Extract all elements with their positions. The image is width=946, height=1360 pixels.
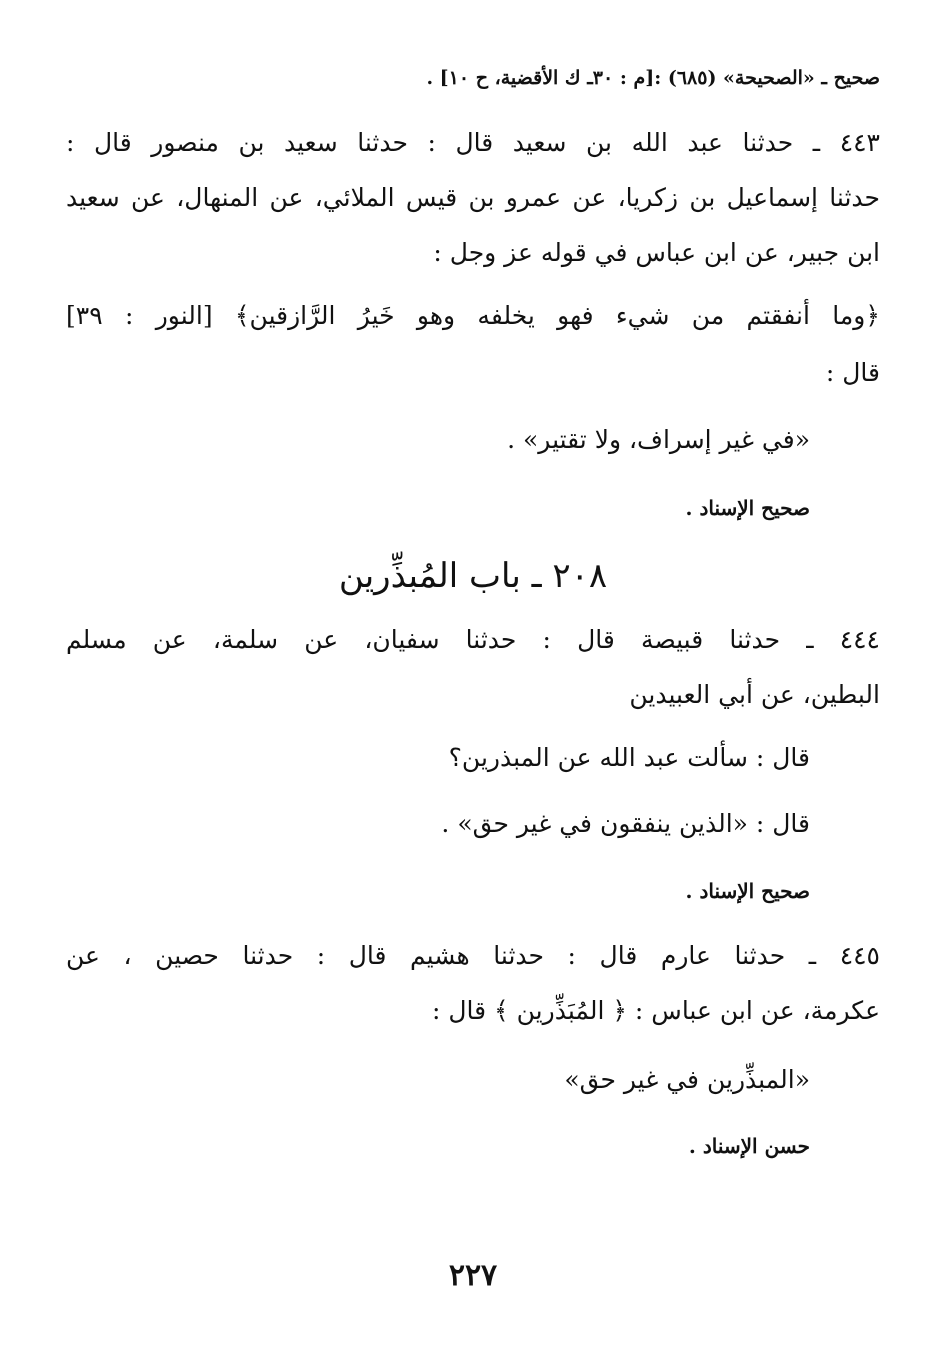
hadith-445-grade: حسن الإسناد . bbox=[688, 1134, 810, 1158]
chapter-title: ٢٠٨ ـ باب المُبذِّرين bbox=[338, 556, 608, 596]
hadith-443-said: قال : bbox=[825, 358, 880, 387]
hadith-444-question: قال : سألت عبد الله عن المبذرين؟ bbox=[448, 743, 810, 772]
hadith-443-line-2: حدثنا إسماعيل بن زكريا، عن عمرو بن قيس الملائي، عن المنهال، عن سعيد bbox=[66, 183, 880, 212]
hadith-443-quote: «في غير إسراف، ولا تقتير» . bbox=[507, 425, 810, 454]
hadith-443-line-1: ٤٤٣ ـ حدثنا عبد الله بن سعيد قال : حدثنا سعيد بن منصور قال : bbox=[66, 128, 880, 157]
hadith-444-line-1: ٤٤٤ ـ حدثنا قبيصة قال : حدثنا سفيان، عن سلمة، عن مسلم bbox=[66, 625, 880, 654]
hadith-444-answer: قال : «الذين ينفقون في غير حق» . bbox=[441, 809, 810, 838]
hadith-444-line-2: البطين، عن أبي العبيدين bbox=[629, 680, 880, 709]
hadith-445-quote: «المبذِّرين في غير حق» bbox=[564, 1065, 810, 1094]
hadith-443-line-3: ابن جبير، عن ابن عباس في قوله عز وجل : bbox=[433, 238, 880, 267]
hadith-444-grade: صحيح الإسناد . bbox=[685, 879, 810, 903]
hadith-443-grade: صحيح الإسناد . bbox=[685, 496, 810, 520]
hadith-445-line-1: ٤٤٥ ـ حدثنا عارم قال : حدثنا هشيم قال : حدثنا حصين ، عن bbox=[66, 941, 880, 970]
source-header: صحيح ـ «الصحيحة» (٦٨٥) :[م : ٣٠ـ ك الأقضية، ح ١٠] . bbox=[426, 67, 880, 89]
quranic-verse: ﴿وما أنفقتم من شيء فهو يخلفه وهو خَيرُ الرَّازقين﴾ [النور : ٣٩] bbox=[66, 301, 880, 330]
hadith-445-line-2: عكرمة، عن ابن عباس : ﴿ المُبَذِّرين ﴾ قال : bbox=[432, 996, 880, 1025]
page-number: ٢٢٧ bbox=[448, 1258, 498, 1293]
